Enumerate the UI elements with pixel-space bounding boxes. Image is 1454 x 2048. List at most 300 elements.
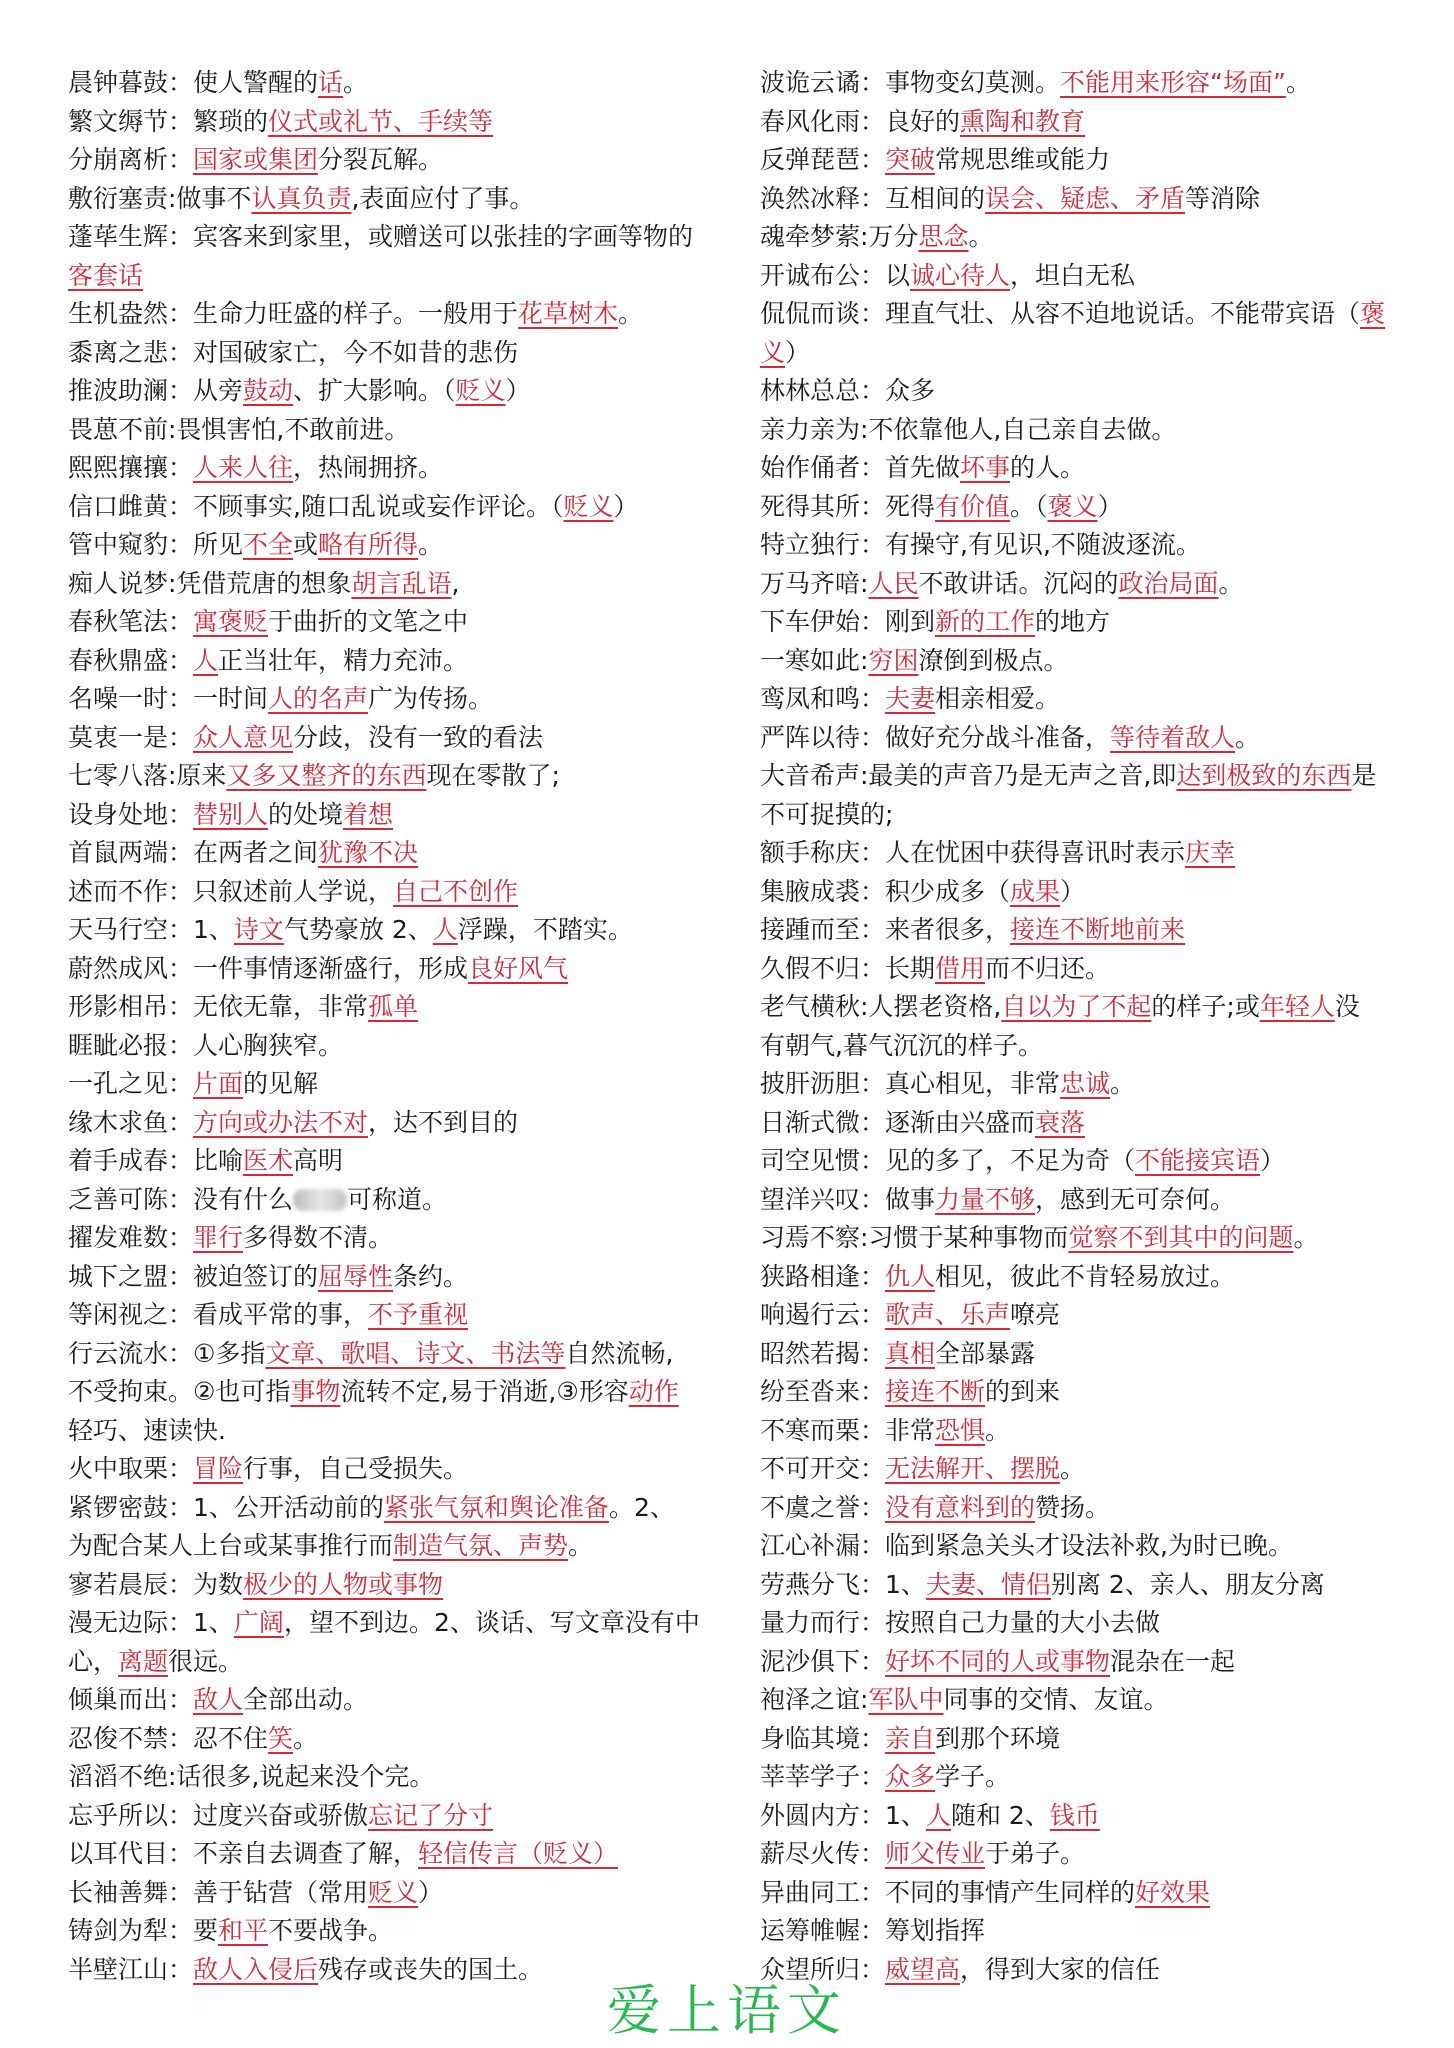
key-phrase: 制造气氛、声势 [393, 1531, 569, 1560]
key-phrase: 亲自 [885, 1723, 936, 1753]
key-phrase: 夫妻 [885, 684, 936, 713]
idiom-line [68, 103, 718, 142]
idiom-line [760, 603, 1410, 642]
idiom-line [760, 449, 1410, 488]
key-phrase: 人的名声 [268, 684, 369, 713]
key-phrase: 真相 [885, 1338, 936, 1368]
idiom-line [68, 1219, 718, 1258]
line-text: 分崩离析： [68, 145, 194, 174]
key-phrase: 诚心待人 [910, 260, 1011, 290]
line-text: 滔滔不绝:话很多,说起来没个完。 [68, 1762, 435, 1791]
idiom-line [760, 372, 1410, 411]
key-phrase: 仪式或礼节、手续等 [268, 106, 494, 136]
idiom-line [68, 988, 718, 1027]
line-text: 日渐式微：逐渐由兴盛而 [760, 1107, 1036, 1137]
key-phrase: 略有所得 [318, 530, 419, 559]
idiom-line [760, 1181, 1410, 1220]
line-text: 擢发难数： [68, 1223, 194, 1252]
line-text: ） [418, 1877, 444, 1907]
blurred-text [293, 1189, 347, 1211]
idiom-line [760, 1874, 1410, 1913]
line-text: 分歧，没有一致的看法 [293, 722, 544, 752]
key-phrase: 罪行 [193, 1223, 244, 1252]
line-text: 不敢讲话。沉闷的 [918, 568, 1119, 598]
line-text: 的人。 [1010, 453, 1086, 482]
line-text: 莫衷一是： [68, 722, 194, 752]
key-phrase: 有价值 [935, 491, 1011, 521]
line-text: 、扩大影响。（ [293, 376, 456, 405]
line-text: ，感到无可奈何。 [1035, 1184, 1236, 1214]
line-text: 薪尽火传： [760, 1839, 886, 1868]
key-phrase: 褒义 [1047, 491, 1098, 521]
line-text: 别离 2、亲人、朋友分离 [1050, 1569, 1325, 1599]
line-text: 述而不作：只叙述前人学说， [68, 876, 394, 906]
key-phrase: 人来人往 [193, 453, 294, 482]
idiom-line [760, 1489, 1410, 1528]
line-text: 久假不归：长期 [760, 953, 936, 983]
line-text: 分裂瓦解。 [318, 145, 444, 174]
idiom-line [760, 1450, 1410, 1489]
key-phrase: 不全 [243, 530, 294, 559]
key-phrase: 事物 [290, 1377, 341, 1406]
idiom-line [68, 1835, 718, 1874]
idiom-line [760, 1566, 1410, 1605]
line-text: 倾巢而出： [68, 1685, 194, 1714]
idiom-line [760, 873, 1410, 912]
idiom-line [760, 565, 1410, 604]
idiom-line [760, 103, 1410, 142]
idiom-line [760, 680, 1410, 719]
line-text: 始作俑者：首先做 [760, 453, 961, 482]
line-text: 为配合某人上台或某事推行而 [68, 1531, 394, 1560]
line-text: 反弹琵琶： [760, 145, 886, 174]
line-text: 正当壮年，精力充沛。 [218, 645, 469, 675]
line-text: 没 [1334, 992, 1360, 1021]
idiom-line [760, 334, 1410, 373]
line-text: 春风化雨：良好的 [760, 106, 961, 136]
idiom-line [68, 1681, 718, 1720]
line-text: 。 [293, 1723, 319, 1753]
line-text: 以耳代目：不亲自去调查了解， [68, 1839, 419, 1868]
line-text: 异曲同工：不同的事情产生同样的 [760, 1877, 1136, 1907]
line-text: 。 [968, 222, 994, 251]
key-phrase: 力量不够 [935, 1184, 1036, 1214]
idiom-line [68, 1527, 718, 1566]
key-phrase: 着想 [343, 799, 394, 829]
line-text: 同事的交情、友谊。 [943, 1685, 1169, 1714]
key-phrase: 诗文 [233, 915, 284, 944]
idiom-line [68, 834, 718, 873]
line-text: 。 [568, 1531, 594, 1560]
line-text: 劳燕分飞：1、 [760, 1569, 926, 1599]
line-text: 首鼠两端：在两者之间 [68, 838, 319, 867]
line-text: 不要战争。 [268, 1916, 394, 1945]
idiom-line [68, 1874, 718, 1913]
idiom-line [760, 1835, 1410, 1874]
line-text: ） [1260, 1146, 1286, 1175]
key-phrase: 花草树木 [518, 299, 619, 328]
line-text: 有朝气,暮气沉沉的样子。 [760, 1030, 1043, 1060]
key-phrase: 话 [318, 68, 344, 97]
key-phrase: 人民 [868, 568, 919, 598]
idiom-line [68, 642, 718, 681]
line-text: 。 [1235, 722, 1261, 752]
key-phrase: 接连不断 [885, 1377, 986, 1406]
idiom-line [68, 603, 718, 642]
line-text: 信口雌黄：不顾事实,随口乱说或妄作评论。（ [68, 491, 564, 521]
line-text: 学子。 [935, 1762, 1011, 1791]
idiom-line [68, 757, 718, 796]
idiom-line [760, 1065, 1410, 1104]
line-text: 莘莘学子： [760, 1762, 886, 1791]
key-phrase: 没有意料到的 [885, 1492, 1036, 1522]
line-text: 痴人说梦:凭借荒唐的想象 [68, 568, 352, 598]
line-text: 量力而行：按照自己力量的大小去做 [760, 1608, 1161, 1637]
idiom-line [68, 488, 718, 527]
line-text: 望洋兴叹：做事 [760, 1184, 936, 1214]
key-phrase: 政治局面 [1118, 568, 1219, 598]
idiom-line [760, 488, 1410, 527]
line-text: 。 [618, 299, 644, 328]
line-text: 设身处地： [68, 799, 194, 829]
line-text: 大音希声:最美的声音乃是无声之音,即 [760, 761, 1177, 790]
key-phrase: 无法解开、摆脱 [885, 1454, 1061, 1483]
idiom-line [68, 1258, 718, 1297]
line-text: 睚眦必报：人心胸狭窄。 [68, 1030, 344, 1060]
key-phrase: 众人意见 [193, 722, 294, 752]
line-text: 春秋笔法： [68, 607, 194, 636]
line-text: 形影相吊：无依无靠，非常 [68, 992, 369, 1021]
idiom-line [68, 1604, 718, 1643]
idiom-line [760, 1373, 1410, 1412]
line-text: 的到来 [985, 1377, 1061, 1406]
line-text: 昭然若揭： [760, 1338, 886, 1368]
line-text: 繁文缛节：繁琐的 [68, 106, 269, 136]
idiom-line [68, 1758, 718, 1797]
idiom-line [68, 295, 718, 334]
line-text: 。 [1218, 568, 1244, 598]
key-phrase: 极少的人物或事物 [243, 1569, 444, 1599]
line-text: 披肝沥胆：真心相见，非常 [760, 1069, 1061, 1098]
line-text: 条约。 [393, 1261, 469, 1291]
line-text: 。 [1110, 1069, 1136, 1098]
key-phrase: 坏事 [960, 453, 1011, 482]
idiom-line [68, 1489, 718, 1528]
idiom-line [68, 873, 718, 912]
line-text: 浮躁，不踏实。 [457, 915, 633, 944]
key-phrase: 等待着敌人 [1110, 722, 1236, 752]
idiom-line [760, 1027, 1410, 1066]
line-text: 的样子;或 [1151, 992, 1260, 1021]
key-phrase: 借用 [935, 953, 986, 983]
line-text: 严阵以待：做好充分战斗准备， [760, 722, 1111, 752]
idiom-line [760, 257, 1410, 296]
line-text: 接踵而至：来者很多， [760, 915, 1011, 944]
line-text: 。（ [1010, 491, 1048, 521]
idiom-line [760, 1335, 1410, 1374]
idiom-line [68, 1142, 718, 1181]
line-text: 畏葸不前:畏惧害怕,不敢前进。 [68, 414, 410, 444]
line-text: 。 [343, 68, 369, 97]
key-phrase: 忘记了分寸 [368, 1800, 494, 1830]
line-text: 流转不定,易于消逝,③形容 [340, 1377, 629, 1406]
idiom-line [68, 1181, 718, 1220]
key-phrase: 敌人入侵后 [193, 1954, 319, 1984]
idiom-line [760, 1681, 1410, 1720]
line-text: 缘木求鱼： [68, 1107, 194, 1137]
idiom-line [760, 1643, 1410, 1682]
key-phrase: 鼓动 [243, 376, 294, 405]
line-text: 亲力亲为:不依靠他人,自己亲自去做。 [760, 414, 1177, 444]
idiom-line [68, 1412, 718, 1451]
key-phrase: 方向或办法不对 [193, 1107, 369, 1137]
key-phrase: 忠诚 [1060, 1069, 1111, 1098]
idiom-line [68, 180, 718, 219]
line-text: 到那个环境 [935, 1723, 1061, 1753]
idiom-line [760, 642, 1410, 681]
line-text: 外圆内方：1、 [760, 1800, 926, 1830]
line-text: 敷衍塞责:做事不 [68, 183, 252, 213]
line-text: 相见，彼此不肯轻易放过。 [935, 1261, 1236, 1291]
line-text: 铸剑为犁：要 [68, 1916, 219, 1945]
key-phrase: 庆幸 [1185, 838, 1236, 867]
key-phrase: 自以为了不起 [1001, 992, 1152, 1021]
line-text: 很远。 [168, 1646, 244, 1676]
idiom-line [760, 180, 1410, 219]
idiom-line [760, 141, 1410, 180]
line-text: 乏善可陈：没有什么 [68, 1184, 294, 1214]
line-text: 可称道。 [347, 1184, 448, 1214]
line-text: 等消除 [1185, 183, 1261, 213]
key-phrase: 广阔 [233, 1608, 284, 1637]
line-text: 推波助澜：从旁 [68, 376, 244, 405]
idiom-line [760, 1797, 1410, 1836]
key-phrase: 夫妻、情侣 [925, 1569, 1051, 1599]
line-text: 司空见惯：见的多了，不足为奇（ [760, 1146, 1136, 1175]
key-phrase: 孤单 [368, 992, 419, 1021]
key-phrase: 轻信传言（贬义） [418, 1839, 619, 1868]
idiom-line [68, 257, 718, 296]
line-text: 泥沙俱下： [760, 1646, 886, 1676]
line-text: 嘹亮 [1010, 1300, 1061, 1329]
idiom-line [760, 1104, 1410, 1143]
line-text: 随和 2、 [950, 1800, 1050, 1830]
idiom-line [760, 526, 1410, 565]
line-text: 不虞之誉： [760, 1492, 886, 1522]
idiom-line [760, 218, 1410, 257]
line-text: 涣然冰释：互相间的 [760, 183, 986, 213]
line-text: ） [505, 376, 531, 405]
key-phrase: 思念 [918, 222, 969, 251]
key-phrase: 好效果 [1135, 1877, 1211, 1907]
line-text: 的见解 [243, 1069, 319, 1098]
key-phrase: 敌人 [193, 1685, 244, 1714]
line-text: 。 [985, 1415, 1011, 1445]
line-text: 一孔之见： [68, 1069, 194, 1098]
line-text: ，得到大家的信任 [960, 1954, 1161, 1984]
line-text: 常规思维或能力 [935, 145, 1111, 174]
idiom-line [68, 719, 718, 758]
line-text: 万马齐喑: [760, 568, 869, 598]
idiom-line [68, 218, 718, 257]
idiom-line [68, 1335, 718, 1374]
idiom-line [760, 1258, 1410, 1297]
key-phrase: 片面 [193, 1069, 244, 1098]
key-phrase: 贬义 [563, 491, 614, 521]
idiom-line [68, 334, 718, 373]
idiom-line [760, 719, 1410, 758]
line-text: ，坦白无私 [1010, 260, 1136, 290]
line-text: 熙熙攘攘： [68, 453, 194, 482]
idiom-line [760, 295, 1410, 334]
idiom-line [760, 1412, 1410, 1451]
key-phrase: 紧张气氛和舆论准备 [383, 1492, 609, 1522]
left-column [68, 64, 718, 1989]
key-phrase: 熏陶和教育 [960, 106, 1086, 136]
key-phrase: 义 [760, 337, 786, 367]
line-text: 特立独行：有操守,有见识,不随波逐流。 [760, 530, 1201, 559]
line-text: 不受拘束。②也可指 [68, 1377, 291, 1406]
idiom-line [760, 1604, 1410, 1643]
idiom-line [68, 1296, 718, 1335]
line-text: 而不归还。 [985, 953, 1111, 983]
line-text: 相亲相爱。 [935, 684, 1061, 713]
key-phrase: 替别人 [193, 799, 269, 829]
key-phrase: 军队中 [868, 1685, 944, 1714]
key-phrase: 接连不断地前来 [1010, 915, 1186, 944]
line-text: , [451, 568, 460, 598]
line-text: ） [785, 337, 811, 367]
key-phrase: 医术 [243, 1146, 294, 1175]
key-phrase: 贬义 [455, 376, 506, 405]
idiom-line [760, 911, 1410, 950]
key-phrase: 好坏不同的人或事物 [885, 1646, 1111, 1676]
line-text: 波诡云谲：事物变幻莫测。 [760, 68, 1061, 97]
line-text: 侃侃而谈：理直气壮、从容不迫地说话。不能带宾语（ [760, 299, 1361, 328]
line-text: 鸾凤和鸣： [760, 684, 886, 713]
line-text: 生机盎然：生命力旺盛的样子。一般用于 [68, 299, 519, 328]
idiom-line [760, 950, 1410, 989]
key-phrase: 达到极致的东西 [1176, 761, 1352, 790]
line-text: 轻巧、速读快. [68, 1415, 226, 1445]
key-phrase: 突破 [885, 145, 936, 174]
line-text: 七零八落:原来 [68, 761, 227, 790]
key-phrase: 又多又整齐的东西 [226, 761, 427, 790]
idiom-line [68, 526, 718, 565]
idiom-line [68, 1065, 718, 1104]
key-phrase: 人 [925, 1800, 951, 1830]
key-phrase: 动作 [628, 1377, 679, 1406]
right-column [760, 64, 1410, 1989]
key-phrase: 褒 [1360, 299, 1386, 328]
line-text: 江心补漏：临到紧急关头才设法补救,为时已晚。 [760, 1531, 1293, 1560]
key-phrase: 人 [193, 645, 219, 675]
line-text: 老气横秋:人摆老资格, [760, 992, 1002, 1021]
line-text: 习焉不察:习惯于某种事物而 [760, 1223, 1069, 1252]
key-phrase: 冒险 [193, 1454, 244, 1483]
line-text: 忍俊不禁：忍不住 [68, 1723, 269, 1753]
line-text: 等闲视之：看成平常的事， [68, 1300, 369, 1329]
key-phrase: 年轻人 [1259, 992, 1335, 1021]
line-text: 死得其所：死得 [760, 491, 936, 521]
line-text: 行事，自己受损失。 [243, 1454, 469, 1483]
line-text: 着手成春：比喻 [68, 1146, 244, 1175]
idiom-line [68, 1104, 718, 1143]
key-phrase: 不能接宾语 [1135, 1146, 1261, 1175]
idiom-line [68, 1450, 718, 1489]
idiom-line [68, 680, 718, 719]
line-text: 潦倒到极点。 [918, 645, 1069, 675]
key-phrase: 师父传业 [885, 1839, 986, 1868]
idiom-line [68, 1797, 718, 1836]
key-phrase: 不予重视 [368, 1300, 469, 1329]
key-phrase: 人 [432, 915, 458, 944]
idiom-line [760, 1758, 1410, 1797]
line-text: ，望不到边。2、谈话、写文章没有中 [283, 1608, 700, 1637]
line-text: 长袖善舞：善于钻营（常用 [68, 1877, 369, 1907]
line-text: 春秋鼎盛： [68, 645, 194, 675]
line-text: 气势豪放 2、 [283, 915, 433, 944]
line-text: 漫无边际：1、 [68, 1608, 234, 1637]
line-text: 蓬荜生辉：宾客来到家里，或赠送可以张挂的字画等物的 [68, 222, 694, 251]
line-text: 魂牵梦萦:万分 [760, 222, 919, 251]
key-phrase: 成果 [1010, 876, 1061, 906]
line-text: 开诚布公：以 [760, 260, 911, 290]
line-text: 黍离之悲：对国破家亡，今不如昔的悲伤 [68, 337, 519, 367]
key-phrase: 认真负责 [251, 183, 352, 213]
idiom-line [760, 1296, 1410, 1335]
line-text: 心， [68, 1646, 119, 1676]
line-text: 全部暴露 [935, 1338, 1036, 1368]
line-text: 不可捉摸的; [760, 799, 894, 829]
line-text: 现在零散了; [426, 761, 560, 790]
line-text: 的地方 [1035, 607, 1111, 636]
key-phrase: 和平 [218, 1916, 269, 1945]
key-phrase: 钱币 [1049, 1800, 1100, 1830]
key-phrase: 觉察不到其中的问题 [1068, 1223, 1294, 1252]
idiom-line [760, 1720, 1410, 1759]
line-text: ，热闹拥挤。 [293, 453, 444, 482]
line-text: 。 [1060, 1454, 1086, 1483]
line-text: 赞扬。 [1035, 1492, 1111, 1522]
idiom-line [68, 1373, 718, 1412]
line-text: 管中窥豹：所见 [68, 530, 244, 559]
line-text: 。2、 [608, 1492, 675, 1522]
line-text: 众望所归： [760, 1954, 886, 1984]
key-phrase: 自己不创作 [393, 876, 519, 906]
line-text: 高明 [293, 1146, 344, 1175]
line-text: ，达不到目的 [368, 1107, 519, 1137]
line-text: 蔚然成风：一件事情逐渐盛行，形成 [68, 953, 469, 983]
idiom-line [760, 1219, 1410, 1258]
key-phrase: 屈辱性 [318, 1261, 394, 1291]
line-text: 晨钟暮鼓：使人警醒的 [68, 68, 319, 97]
idiom-line [68, 449, 718, 488]
idiom-line [68, 141, 718, 180]
key-phrase: 胡言乱语 [351, 568, 452, 598]
idiom-line [760, 411, 1410, 450]
idiom-line [68, 1720, 718, 1759]
key-phrase: 笑 [268, 1723, 294, 1753]
line-text: ） [613, 491, 639, 521]
key-phrase: 文章、歌唱、诗文、书法等 [265, 1338, 566, 1368]
key-phrase: 不能用来形容“场面” [1060, 68, 1286, 97]
key-phrase: 众多 [885, 1762, 936, 1791]
line-text: 是 [1351, 761, 1377, 790]
line-text: 集腋成裘：积少成多（ [760, 876, 1011, 906]
idiom-line [68, 796, 718, 835]
key-phrase: 新的工作 [935, 607, 1036, 636]
